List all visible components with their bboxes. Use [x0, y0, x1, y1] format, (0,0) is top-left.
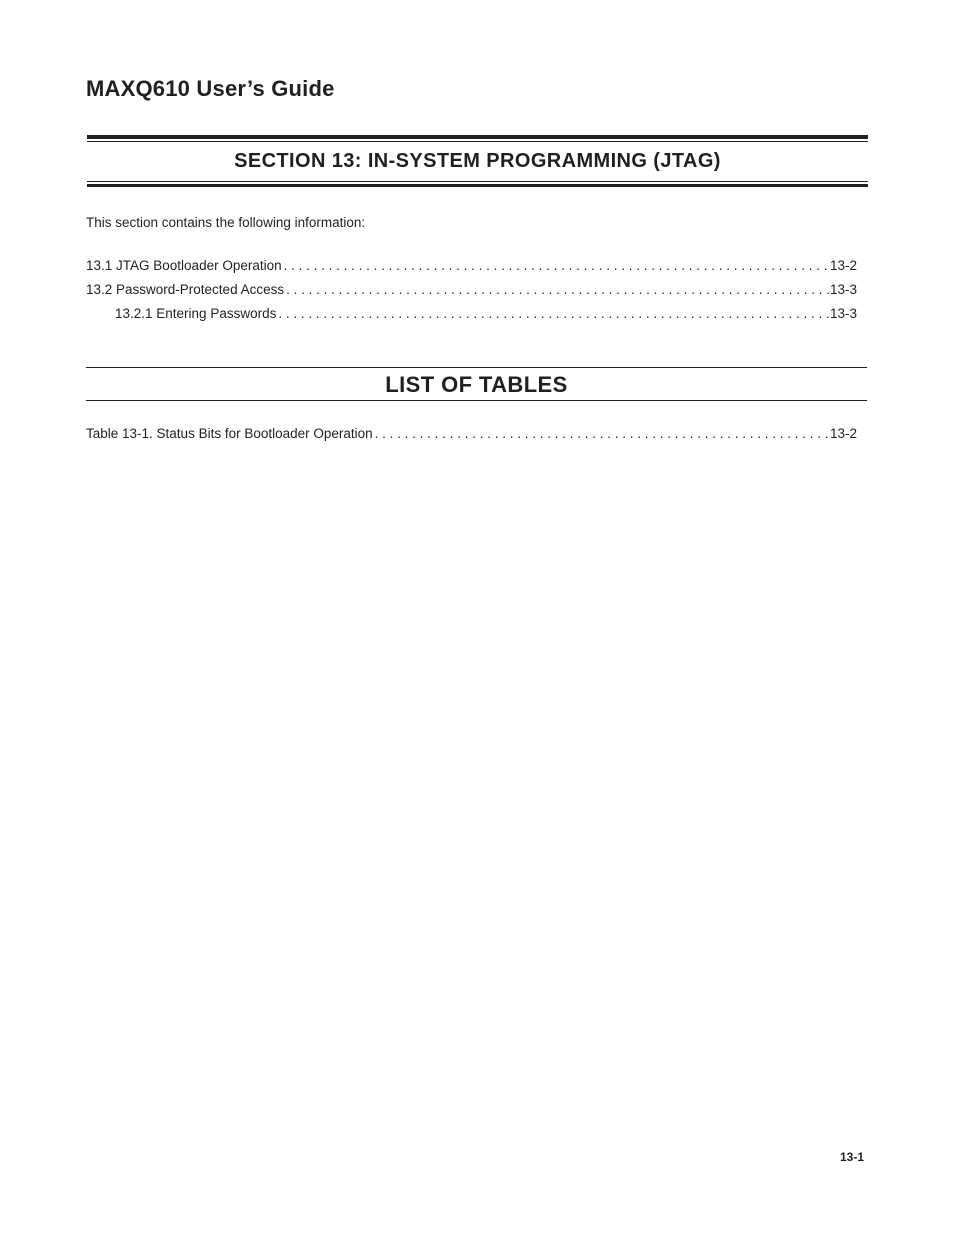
toc-dot-leader: [282, 257, 829, 275]
lot-entry-label: Table 13-1. Status Bits for Bootloader Operation: [86, 426, 373, 441]
toc-entry[interactable]: [86, 305, 857, 329]
toc-dot-leader: [284, 281, 829, 299]
toc-dot-leader: [276, 305, 829, 323]
list-of-tables-heading: LIST OF TABLES: [385, 372, 568, 397]
toc-entry-label: 13.2 Password-Protected Access: [86, 282, 285, 297]
toc-entry-page: 13-3: [829, 306, 857, 321]
list-of-tables: [86, 425, 857, 449]
lot-bottom-rule: [86, 400, 867, 401]
toc-entry-page: 13-2: [829, 258, 857, 273]
banner-bottom-thick-rule: [87, 184, 868, 187]
lot-entry-page: 13-2: [829, 426, 857, 441]
toc-entry-page: 13-3: [829, 282, 857, 297]
table-of-contents: [86, 257, 857, 329]
section-intro: This section contains the following information:: [86, 215, 366, 230]
toc-entry[interactable]: [86, 257, 857, 281]
page-number: 13-1: [840, 1150, 865, 1164]
list-of-tables-banner: [86, 367, 867, 401]
toc-entry-label: 13.2.1 Entering Passwords: [115, 306, 277, 321]
toc-entry-label: 13.1 JTAG Bootloader Operation: [86, 258, 282, 273]
lot-dot-leader: [373, 425, 829, 443]
lot-entry[interactable]: [86, 425, 857, 449]
section-banner: [87, 135, 868, 187]
toc-entry[interactable]: [86, 281, 857, 305]
document-title: MAXQ610 User’s Guide: [86, 76, 335, 101]
section-heading: SECTION 13: IN-SYSTEM PROGRAMMING (JTAG): [234, 150, 721, 172]
